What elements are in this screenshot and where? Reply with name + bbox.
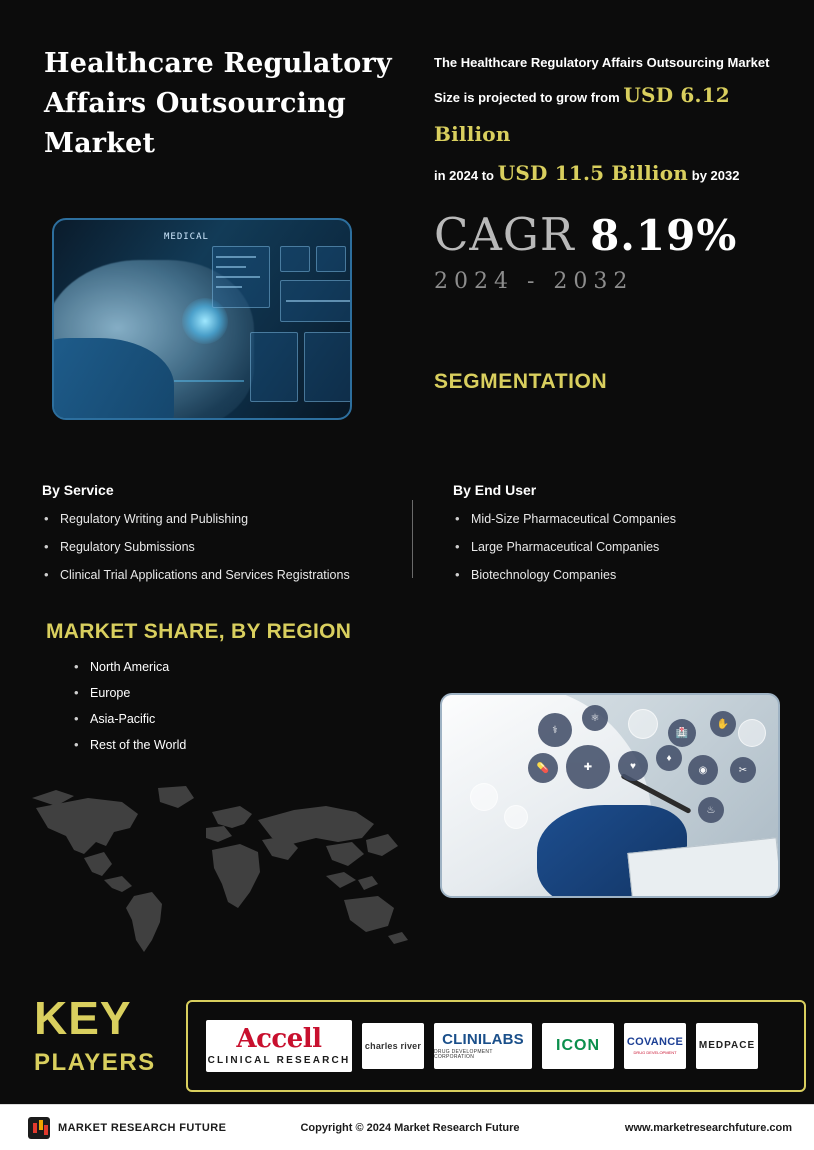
stethoscope-icon: ⚕ <box>538 713 572 747</box>
blurb-part-4: by 2032 <box>691 168 740 184</box>
page-title: Healthcare Regulatory Affairs Outsourcing Market <box>44 48 392 159</box>
logo-accell <box>206 1020 352 1072</box>
logo-clinilabs-name: CLINILABS <box>442 1031 524 1048</box>
region-list <box>72 660 186 764</box>
list-item: • Large Pharmaceutical Companies <box>453 540 783 555</box>
list-item: • North America <box>72 660 186 674</box>
region-heading: MARKET SHARE, BY REGION <box>46 620 352 643</box>
ui-line <box>216 266 246 268</box>
blurb-part-3: in 2024 to <box>434 168 494 184</box>
cagr-line <box>434 208 794 261</box>
brand-name: MARKET RESEARCH FUTURE <box>58 1121 227 1134</box>
list-item: • Rest of the World <box>72 738 186 752</box>
logo-covance <box>624 1023 686 1069</box>
medical-overlay-label: MEDICAL <box>164 232 209 242</box>
logo-accell-name: Accell <box>236 1024 322 1054</box>
key-players-heading <box>34 992 174 1076</box>
logo-charles-river-name: charles river <box>364 1040 422 1051</box>
list-item: • Mid-Size Pharmaceutical Companies <box>453 512 783 527</box>
logo-medpace-name: MEDPACE <box>698 1040 756 1051</box>
world-map-graphic <box>26 780 418 960</box>
syringe-icon: ✂ <box>730 757 756 783</box>
building-icon <box>470 783 498 811</box>
segmentation-by-service <box>42 482 402 596</box>
cagr-block <box>434 208 794 294</box>
copyright-text: Copyright © 2024 Market Research Future <box>300 1121 520 1134</box>
ui-panel <box>316 246 346 272</box>
blurb-part-2: Size is projected to grow from <box>434 90 620 106</box>
blurb-part-1: The Healthcare Regulatory Affairs Outsourcing Market <box>434 55 770 70</box>
logo-medpace <box>696 1023 758 1069</box>
ui-line <box>286 300 352 302</box>
cagr-label: CAGR <box>434 208 575 261</box>
hospital-icon: 🏥 <box>668 719 696 747</box>
key-players-line-1: KEY <box>34 992 132 1044</box>
logo-icon-mark <box>28 1117 50 1139</box>
logo-covance-name: COVANCE <box>626 1036 684 1048</box>
list-item: • Regulatory Submissions <box>42 540 402 555</box>
ui-panel <box>280 246 310 272</box>
logo-accell-tagline: CLINICAL RESEARCH <box>207 1055 351 1066</box>
key-players-logo-box <box>186 1000 806 1092</box>
footer-bar <box>0 1104 814 1150</box>
ui-line <box>216 286 242 288</box>
ui-panel <box>304 332 352 402</box>
circle-icon <box>504 805 528 829</box>
pill-icon: 💊 <box>528 753 558 783</box>
logo-icon-plc-name: ICON <box>556 1037 600 1054</box>
hero-image-digital-health <box>440 693 780 898</box>
segmentation-heading: SEGMENTATION <box>434 370 608 393</box>
segmentation-by-end-user <box>453 482 783 596</box>
by-service-heading: By Service <box>42 482 114 498</box>
list-item: • Europe <box>72 686 186 700</box>
circle-icon <box>628 709 658 739</box>
hand-icon: ✋ <box>710 711 736 737</box>
logo-covance-tagline: DRUG DEVELOPMENT <box>633 1050 677 1055</box>
by-end-user-list <box>453 512 783 583</box>
segmentation-divider <box>412 500 413 578</box>
ui-line <box>216 276 260 278</box>
logo-icon-plc <box>542 1023 614 1069</box>
list-item: • Regulatory Writing and Publishing <box>42 512 402 527</box>
cagr-value: 8.19% <box>590 211 738 260</box>
pulse-icon: ♦ <box>656 745 682 771</box>
logo-charles-river <box>362 1023 424 1069</box>
by-end-user-heading: By End User <box>453 482 537 498</box>
list-item: • Clinical Trial Applications and Services Registrations <box>42 568 402 583</box>
list-item: • Biotechnology Companies <box>453 568 783 583</box>
circle-icon <box>738 719 766 747</box>
market-value-2024: USD 6.12 Billion <box>434 83 730 147</box>
market-size-blurb <box>434 50 806 193</box>
thermometer-icon: ♨ <box>698 797 724 823</box>
medical-cross-icon: ✚ <box>566 745 610 789</box>
list-item: • Asia-Pacific <box>72 712 186 726</box>
logo-clinilabs-tagline: DRUG DEVELOPMENT CORPORATION <box>434 1049 493 1060</box>
hero-image-medical-interface <box>52 218 352 420</box>
ui-line <box>174 380 244 382</box>
ui-panel <box>250 332 298 402</box>
market-value-2032: USD 11.5 Billion <box>497 161 688 186</box>
ui-line <box>216 256 256 258</box>
website-url[interactable]: www.marketresearchfuture.com <box>624 1121 792 1134</box>
cagr-years: 2024 - 2032 <box>434 269 634 294</box>
dna-icon: ⚛ <box>582 705 608 731</box>
brand-block <box>28 1117 288 1139</box>
key-players-line-2: PLAYERS <box>34 1049 156 1076</box>
logo-clinilabs <box>434 1023 532 1069</box>
by-service-list <box>42 512 402 583</box>
heart-icon: ♥ <box>618 751 648 781</box>
microscope-icon: ◉ <box>688 755 718 785</box>
